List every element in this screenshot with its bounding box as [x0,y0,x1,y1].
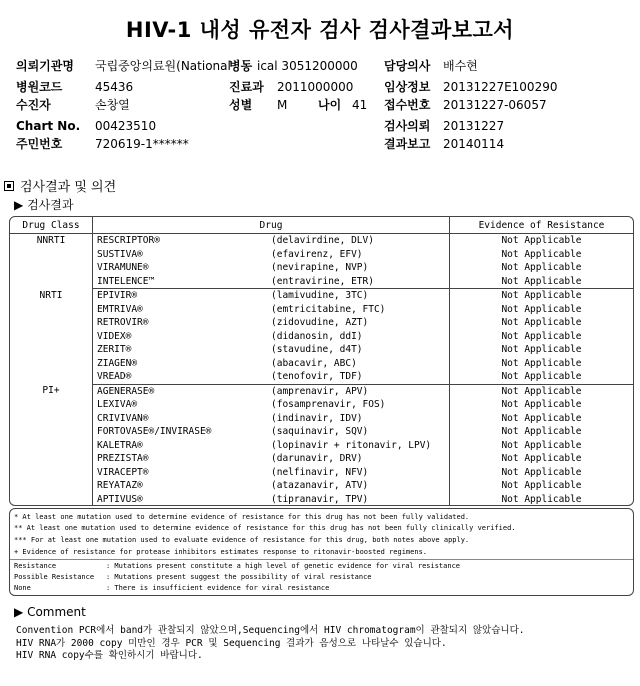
patient-name-value: 손창열 [95,98,130,112]
table-row [10,275,633,289]
comment-body [16,625,525,663]
hospital-code-value: 45436 [95,80,134,94]
drug-generic-name: (indinavir, IDV) [271,412,363,424]
drug-brand-name: LEXIVA® [97,399,138,410]
drug-cell [93,425,450,439]
result-subheader-label: 검사결과 [27,198,74,212]
drug-cell [93,275,450,289]
drug-generic-name: (darunavir, DRV) [271,453,363,464]
drug-brand-name: FORTOVASE®/INVIRASE® [97,426,212,437]
drug-class-cell: PI+ [10,384,93,506]
resident-no-value: 720619-1****** [95,137,189,151]
triangle-bullet-icon: ▶ [14,605,24,619]
evidence-cell: Not Applicable [501,493,582,505]
drug-generic-name: (entravirine, ETR) [271,275,374,287]
institution-label: 의뢰기관명 [16,59,74,73]
drug-brand-name: PREZISTA® [97,453,149,464]
evidence-cell: Not Applicable [450,370,634,384]
drug-brand-name: REYATAZ® [97,480,143,491]
table-row [10,330,633,344]
evidence-cell: Not Applicable [501,330,582,342]
drug-generic-name: (lopinavir + ritonavir, LPV) [271,439,432,451]
table-row [10,466,633,480]
drug-generic-name: (efavirenz, EFV) [271,248,363,260]
table-row [10,248,633,262]
evidence-cell: Not Applicable [501,317,582,329]
drug-class-cell: NNRTI [10,234,93,289]
drug-generic-name: (fosamprenavir, FOS) [271,399,386,410]
table-row [10,439,633,453]
drug-cell [93,357,450,371]
drug-brand-name: CRIVIVAN® [97,412,149,424]
sex-value: M [277,98,288,112]
drug-cell [93,316,450,330]
chart-no-value: 00423510 [95,119,157,133]
divider [10,559,633,560]
drug-generic-name: (delavirdine, DLV) [271,235,374,246]
drug-cell [93,289,450,303]
evidence-cell: Not Applicable [501,466,582,478]
evidence-cell: Not Applicable [450,275,634,289]
evidence-cell: Not Applicable [501,385,582,397]
section-header-label: 검사결과 및 의견 [20,180,117,195]
table-row [10,370,633,384]
hospital-code-label: 병원코드 [16,80,63,94]
ward-label: 병동 [229,59,253,73]
doctor-value: 배수현 [443,59,478,73]
drug-brand-name: RETROVIR® [97,317,149,328]
request-date-value: 20131227 [443,119,505,133]
drug-generic-name: (saquinavir, SQV) [271,426,369,437]
legend-desc: : There is insufficient evidence for viral resistance [106,584,330,592]
drug-cell [93,398,450,412]
evidence-cell: Not Applicable [501,248,582,260]
drug-brand-name: EPIVIR® [97,290,138,301]
age-value: 41 [352,98,368,112]
legend-desc: : Mutations present suggest the possibility of viral resistance [106,573,372,581]
drug-cell [93,466,450,480]
section-header [4,176,116,195]
table-row [10,384,633,398]
drug-cell [93,261,450,275]
footnote: *** For at least one mutation used to evaluate evidence of resistance for this drug, both notes above apply. [14,536,470,544]
footnote: ** At least one mutation used to determine evidence of resistance for this drug has not been fully clinically verified. [14,524,516,532]
drug-brand-name: VIRAMUNE® [97,262,149,273]
report-date-value: 20140114 [443,137,505,151]
header-drug-class: Drug Class [10,217,93,234]
table-row [10,261,633,275]
clinical-info-value: 20131227E100290 [443,80,558,94]
evidence-cell: Not Applicable [501,290,582,302]
table-row [10,289,633,303]
legend-term: None [14,584,31,592]
department-value: 2011000000 [277,80,354,94]
comment-header-label: Comment [27,605,86,619]
department-label: 진료과 [229,80,264,94]
drug-brand-name: VIRACEPT® [97,466,149,478]
patient-name-label: 수진자 [16,98,51,112]
drug-generic-name: (atazanavir, ATV) [271,480,369,491]
drug-generic-name: (stavudine, d4T) [271,344,363,355]
drug-brand-name: RESCRIPTOR® [97,235,160,246]
drug-generic-name: (tipranavir, TPV) [271,493,369,505]
table-row [10,234,633,248]
clinical-info-label: 임상정보 [384,80,431,94]
drug-brand-name: SUSTIVA® [97,248,143,260]
table-row [10,343,633,357]
institution-value: 국립중앙의료원(National [95,59,231,73]
footnote: * At least one mutation used to determine evidence of resistance for this drug has not been fully validated. [14,513,470,521]
drug-brand-name: VREAD® [97,371,132,382]
footnote: + Evidence of resistance for protease inhibitors estimates response to ritonavir-boosted regimens. [14,548,428,556]
accession-no-value: 20131227-06057 [443,98,547,112]
drug-generic-name: (lamivudine, 3TC) [271,290,369,301]
comment-header [14,605,86,619]
evidence-cell: Not Applicable [501,439,582,451]
table-row [10,479,633,493]
result-subheader [14,196,73,213]
drug-generic-name: (nevirapine, NVP) [271,262,369,273]
report-title: HIV-1 내성 유전자 검사 검사결과보고서 [125,18,515,42]
comment-line: HIV RNA copy수를 확인하시기 바랍니다. [16,650,203,661]
drug-cell [93,439,450,453]
sex-label: 성별 [229,98,253,112]
drug-brand-name: AGENERASE® [97,385,155,397]
drug-cell [93,370,450,384]
drug-cell [93,493,450,507]
header-drug: Drug [93,217,450,234]
comment-line: HIV RNA가 2000 copy 미만인 경우 PCR 및 Sequencing 결과가 음성으로 나타날수 있습니다. [16,637,447,649]
drug-brand-name: KALETRA® [97,439,143,451]
drug-class-cell: NRTI [10,289,93,385]
footnotes-box [9,508,634,596]
drug-cell [93,234,450,248]
drug-generic-name: (amprenavir, APV) [271,385,369,397]
evidence-cell: Not Applicable [501,480,582,492]
square-bullet-icon [4,181,14,191]
table-row [10,412,633,426]
evidence-cell: Not Applicable [501,357,582,369]
drug-generic-name: (nelfinavir, NFV) [271,466,369,478]
drug-cell [93,384,450,398]
drug-generic-name: (emtricitabine, FTC) [271,303,386,315]
comment-line: Convention PCR에서 band가 관찰되지 않았으며,Sequencing에서 HIV chromatogram이 관찰되지 않았습니다. [16,625,525,636]
drug-generic-name: (tenofovir, TDF) [271,371,363,382]
drug-brand-name: EMTRIVA® [97,303,143,315]
evidence-cell: Not Applicable [501,235,582,247]
evidence-cell: Not Applicable [501,412,582,424]
drug-generic-name: (didanosin, ddI) [271,330,363,342]
drug-brand-name: APTIVUS® [97,493,143,505]
drug-brand-name: INTELENCE™ [97,275,155,287]
ward-value: ical 3051200000 [257,59,358,73]
doctor-label: 담당의사 [384,59,431,73]
drug-generic-name: (zidovudine, AZT) [271,317,369,328]
request-date-label: 검사의뢰 [384,119,431,133]
triangle-bullet-icon: ▶ [14,198,24,212]
legend-desc: : Mutations present constitute a high level of genetic evidence for viral resistance [106,562,461,570]
drug-brand-name: VIDEX® [97,330,132,342]
evidence-cell: Not Applicable [501,303,582,315]
drug-cell [93,452,450,466]
header-evidence: Evidence of Resistance [450,217,634,234]
evidence-cell: Not Applicable [501,453,582,465]
table-row [10,398,633,412]
evidence-cell: Not Applicable [501,262,582,274]
chart-no-label: Chart No. [16,119,81,133]
drug-cell [93,303,450,317]
drug-cell [93,479,450,493]
drug-generic-name: (abacavir, ABC) [271,357,357,369]
results-table [9,216,634,506]
evidence-cell: Not Applicable [501,344,582,356]
evidence-cell: Not Applicable [501,399,582,411]
drug-brand-name: ZERIT® [97,344,132,355]
drug-cell [93,343,450,357]
drug-cell [93,248,450,262]
evidence-cell: Not Applicable [501,426,582,438]
table-row [10,452,633,466]
drug-cell [93,412,450,426]
table-row [10,303,633,317]
resident-no-label: 주민번호 [16,137,63,151]
table-row [10,357,633,371]
legend-term: Possible Resistance [14,573,95,581]
drug-cell [93,330,450,344]
table-row [10,493,633,507]
table-row [10,316,633,330]
age-label: 나이 [318,98,342,112]
legend-term: Resistance [14,562,57,570]
drug-brand-name: ZIAGEN® [97,357,138,369]
table-row [10,425,633,439]
report-date-label: 결과보고 [384,137,431,151]
accession-no-label: 접수번호 [384,98,431,112]
